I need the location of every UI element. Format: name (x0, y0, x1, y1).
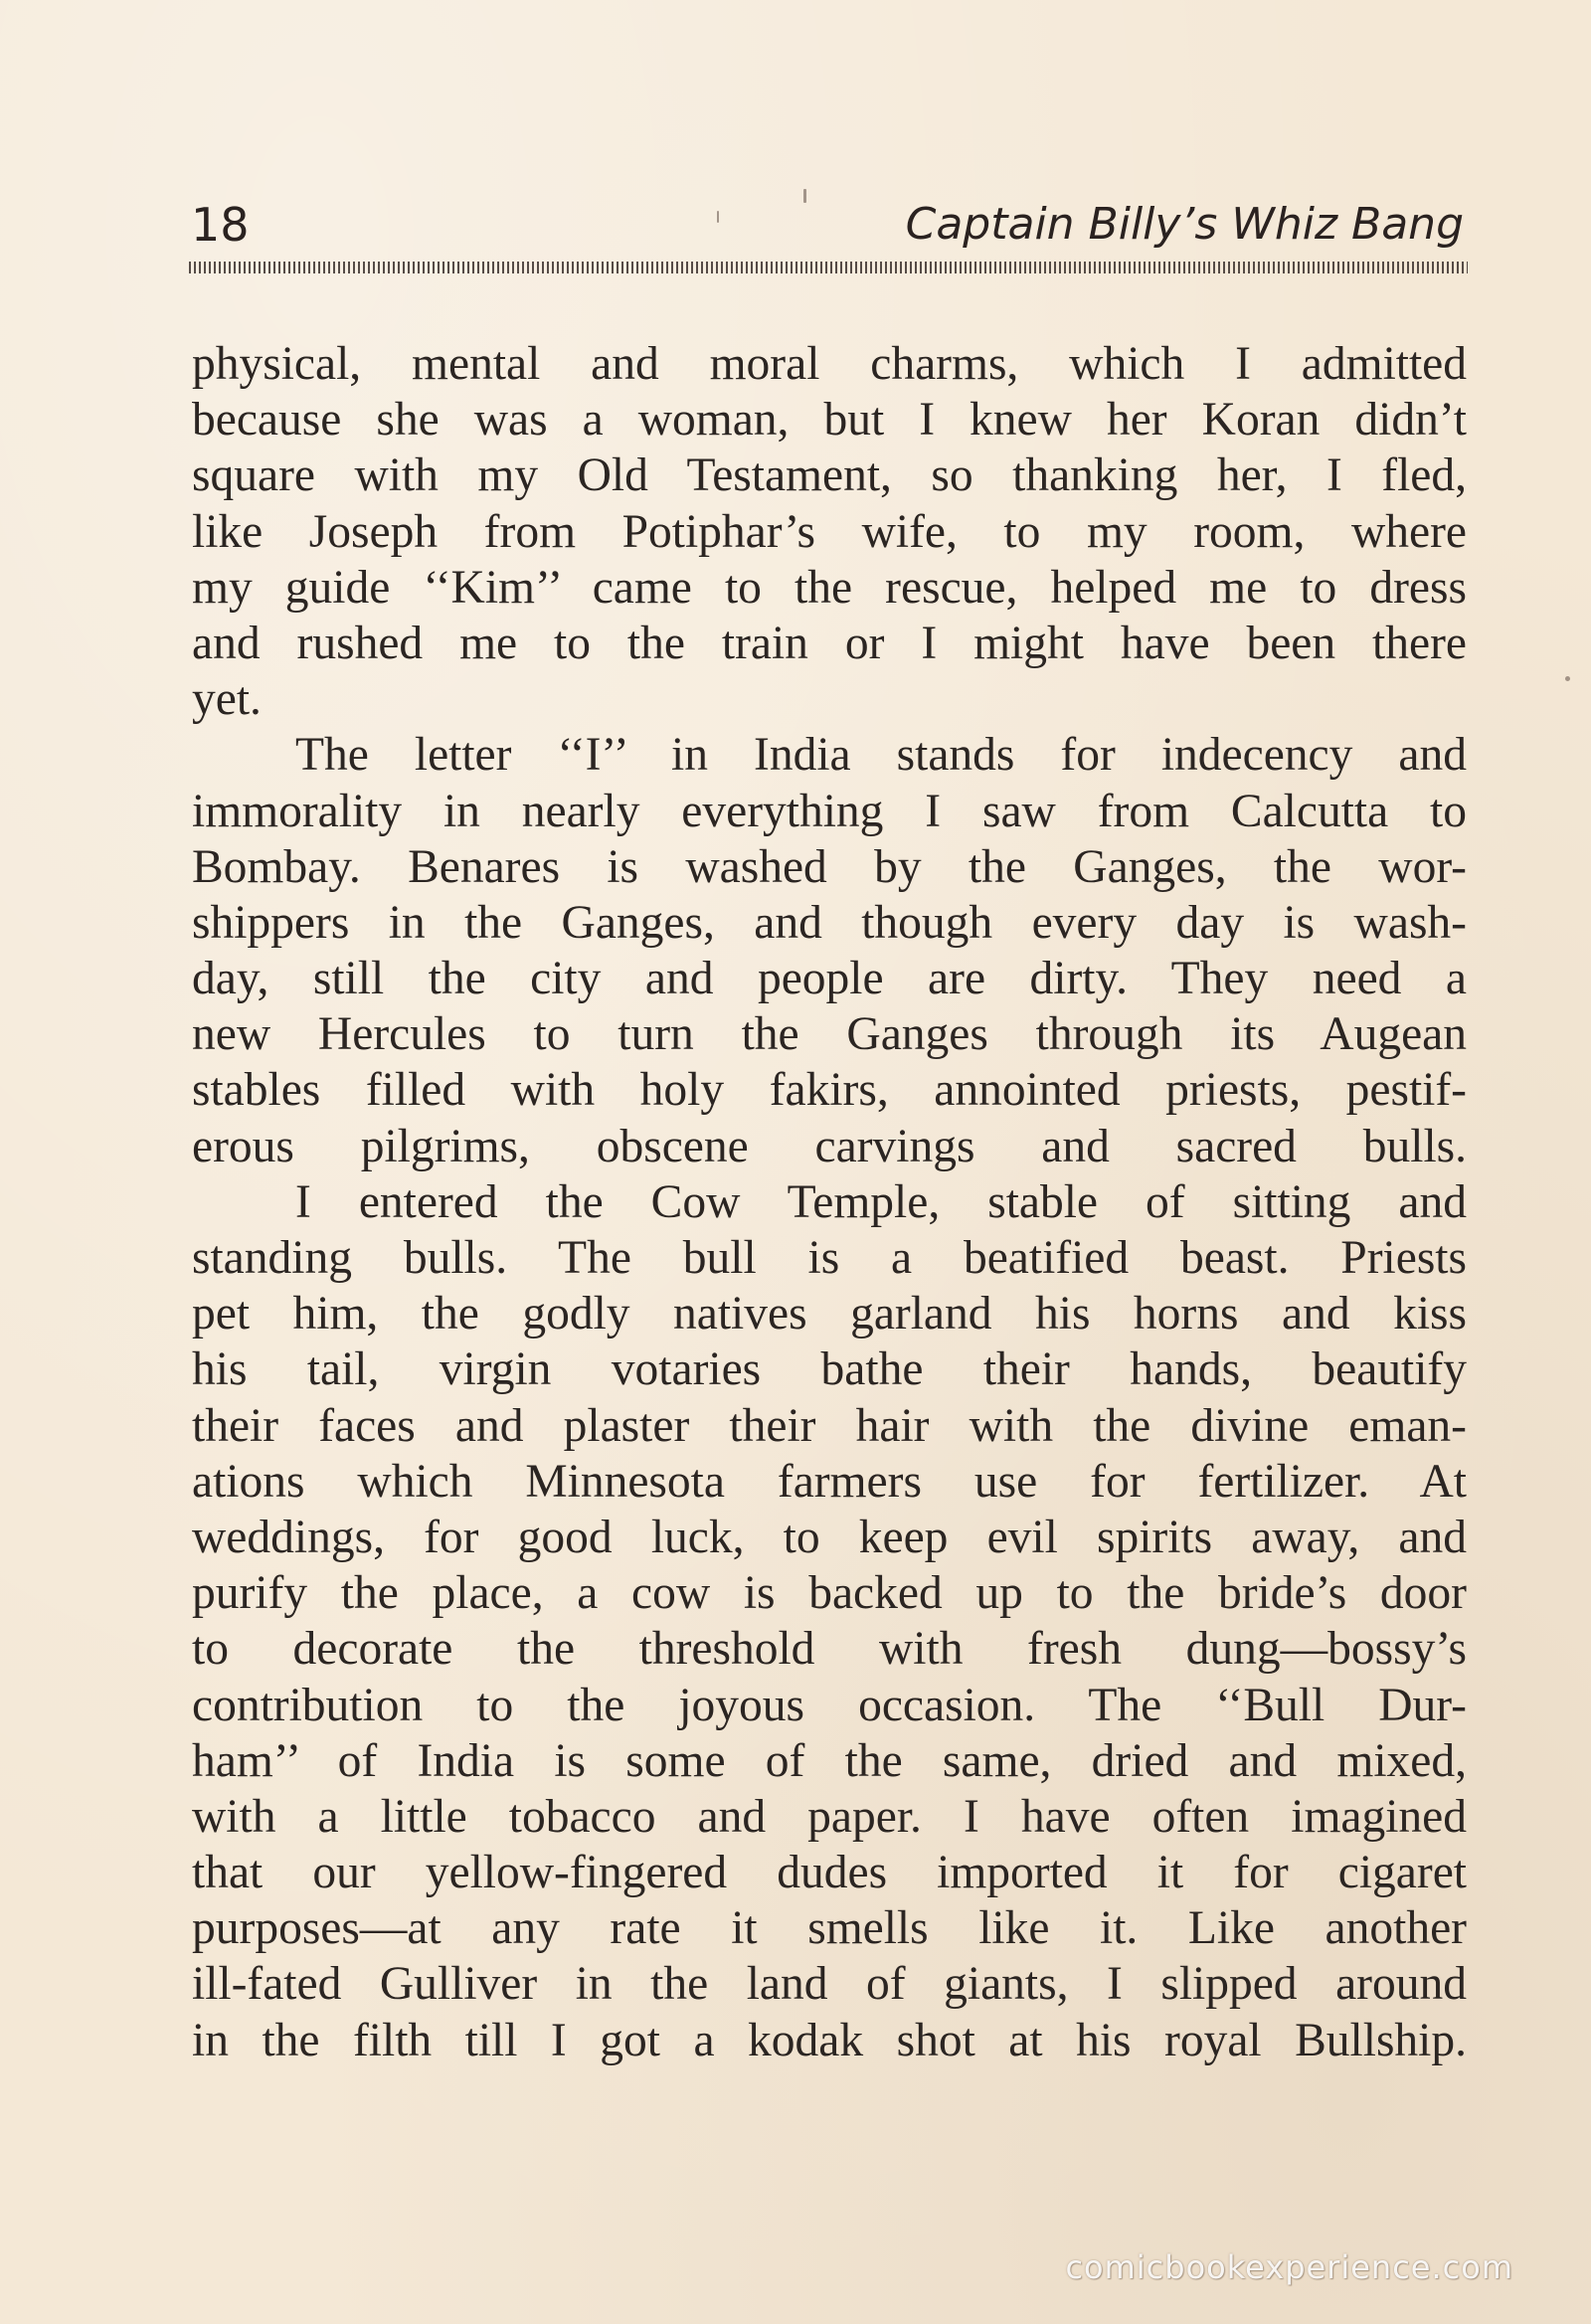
running-title: Captain Billy’s Whiz Bang (905, 199, 1464, 250)
text-line: ham’’ of India is some of the same, dried and mixed, (192, 1734, 1467, 1787)
text-line: ill-fated Gulliver in the land of giants, I slipped around (192, 1958, 1467, 2011)
paper-speck (1565, 676, 1570, 681)
text-line: I entered the Cow Temple, stable of sitting and (295, 1175, 1467, 1228)
text-line: pet him, the godly natives garland his horns and kiss (192, 1288, 1467, 1341)
text-line: Bombay. Benares is washed by the Ganges, the wor- (192, 840, 1467, 893)
text-line: to decorate the threshold with fresh dung—bossy’s (192, 1623, 1467, 1676)
text-line: in the filth till I got a kodak shot at his royal Bullship. (192, 2014, 1467, 2066)
paper-speck (717, 211, 719, 223)
text-line: purposes—at any rate it smells like it. Like another (192, 1902, 1467, 1955)
text-line: immorality in nearly everything I saw from Calcutta to (192, 785, 1467, 837)
text-line: new Hercules to turn the Ganges through its Augean (192, 1008, 1467, 1061)
page-header (191, 195, 1464, 265)
text-line: his tail, virgin votaries bathe their hands, beautify (192, 1343, 1467, 1396)
text-line: stables filled with holy fakirs, annointed priests, pestif- (192, 1064, 1467, 1117)
text-line: shippers in the Ganges, and though every day is wash- (192, 896, 1467, 949)
text-line: like Joseph from Potiphar’s wife, to my room, where (192, 505, 1467, 558)
body-text (192, 336, 1467, 2068)
text-line: yet. (192, 673, 262, 726)
header-rule (189, 262, 1468, 273)
text-line: contribution to the joyous occasion. The ‘‘Bull Dur- (192, 1679, 1467, 1731)
paper-speck (803, 189, 806, 203)
text-line: physical, mental and moral charms, which I admitted (192, 338, 1467, 390)
text-line: weddings, for good luck, to keep evil spirits away, and (192, 1511, 1467, 1563)
text-line: that our yellow-fingered dudes imported it for cigaret (192, 1847, 1467, 1899)
site-watermark: comicbookexperience.com (1065, 2248, 1513, 2286)
text-line: The letter ‘‘I’’ in India stands for indecency and (295, 729, 1467, 782)
text-line: with a little tobacco and paper. I have often imagined (192, 1790, 1467, 1843)
text-line: ations which Minnesota farmers use for fertilizer. At (192, 1455, 1467, 1508)
text-line: because she was a woman, but I knew her Koran didn’t (192, 394, 1467, 447)
text-line: their faces and plaster their hair with the divine eman- (192, 1399, 1467, 1452)
text-line: erous pilgrims, obscene carvings and sacred bulls. (192, 1120, 1467, 1172)
text-line: and rushed me to the train or I might have been there (192, 617, 1467, 669)
text-line: square with my Old Testament, so thanking her, I fled, (192, 449, 1467, 502)
text-line: purify the place, a cow is backed up to the bride’s door (192, 1567, 1467, 1620)
text-line: my guide ‘‘Kim’’ came to the rescue, helped me to dress (192, 561, 1467, 614)
page-number: 18 (191, 198, 250, 252)
text-line: day, still the city and people are dirty. They need a (192, 953, 1467, 1005)
text-line: standing bulls. The bull is a beatified beast. Priests (192, 1232, 1467, 1284)
